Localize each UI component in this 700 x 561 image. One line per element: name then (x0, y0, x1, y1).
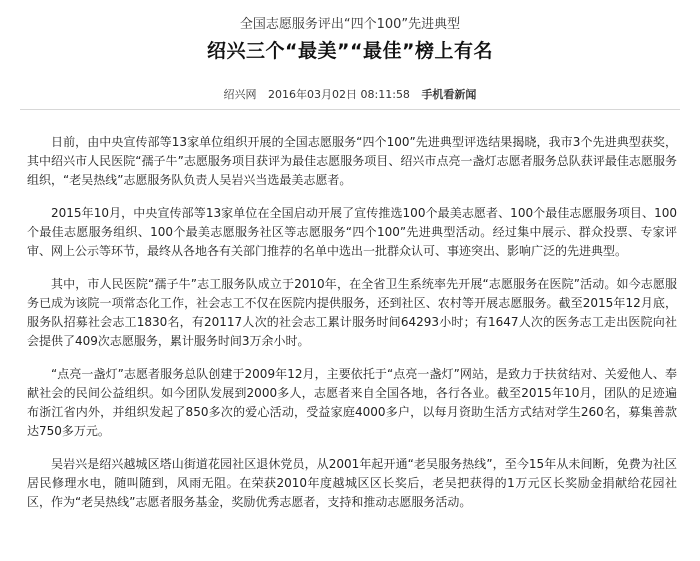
publish-datetime: 2016年03月02日 08:11:58 (268, 88, 410, 101)
article-meta (0, 86, 700, 102)
article-paragraph-1: 日前，由中央宣传部等13家单位组织开展的全国志愿服务“四个100”先进典型评选结果揭晓，我市3个先进典型获奖，其中绍兴市人民医院“孺子牛”志愿服务项目获评为最佳志愿服务项目、绍兴市点亮一盏灯志愿者服务总队获评最佳志愿服务组织，“老吴热线”志愿服务队负责人吴岩兴当选最美志愿者。 (27, 135, 677, 187)
article-paragraph-2: 2015年10月，中央宣传部等13家单位在全国启动开展了宣传推选100个最美志愿者、100个最佳志愿服务项目、100个最佳志愿服务组织、100个最美志愿服务社区等志愿服务“四个100”先进典型活动。经过集中展示、群众投票、专家评审、网上公示等环节，最终从各地各有关部门推荐的名单中选出一批群众认可、事迹突出、影响广泛的先进典型。 (27, 206, 677, 258)
article-subtitle: 全国志愿服务评出“四个100”先进典型 (239, 17, 461, 32)
article-paragraph-5: 吴岩兴是绍兴越城区塔山街道花园社区退休党员，从2001年起开通“老吴服务热线”，至今15年从未间断，免费为社区居民修理水电，随叫随到，风雨无阻。在荣获2010年度越城区区长奖后，老吴把获得的1万元区长奖励金捐献给花园社区，作为“老吴热线”志愿者服务基金，奖励优秀志愿者，支持和推动志愿服务活动。 (27, 457, 677, 509)
article-paragraph-4: “点亮一盏灯”志愿者服务总队创建于2009年12月，主要依托于“点亮一盏灯”网站，是致力于扶贫结对、关爱他人、奉献社会的民间公益组织。如今团队发展到2000多人，志愿者来自全国各地，各行各业。截至2015年10月，团队的足迹遍布浙江省内外，并组织发起了850多次的爱心活动，受益家庭4000多户，以每月资助生活方式结对学生260名，募集善款达750多万元。 (27, 367, 677, 438)
header-divider (20, 109, 680, 110)
article-paragraph-3: 其中，市人民医院“孺子牛”志工服务队成立于2010年，在全省卫生系统率先开展“志愿服务在医院”活动。如今志愿服务已成为该院一项常态化工作，社会志工不仅在医院内提供服务，还到社区、农村等开展志愿服务。截至2015年12月底，服务队招募社会志工1830名，有20117人次的社会志工累计服务时间64293小时；有1647人次的医务志工走出医院向社会提供了409次志愿服务，累计服务时间3万余小时。 (27, 277, 677, 348)
source-label: 绍兴网 (223, 88, 257, 101)
article-title: 绍兴三个“最美”“最佳”榜上有名 (207, 40, 493, 62)
article-body (27, 133, 677, 526)
mobile-news-link[interactable]: 手机看新闻 (421, 88, 477, 101)
